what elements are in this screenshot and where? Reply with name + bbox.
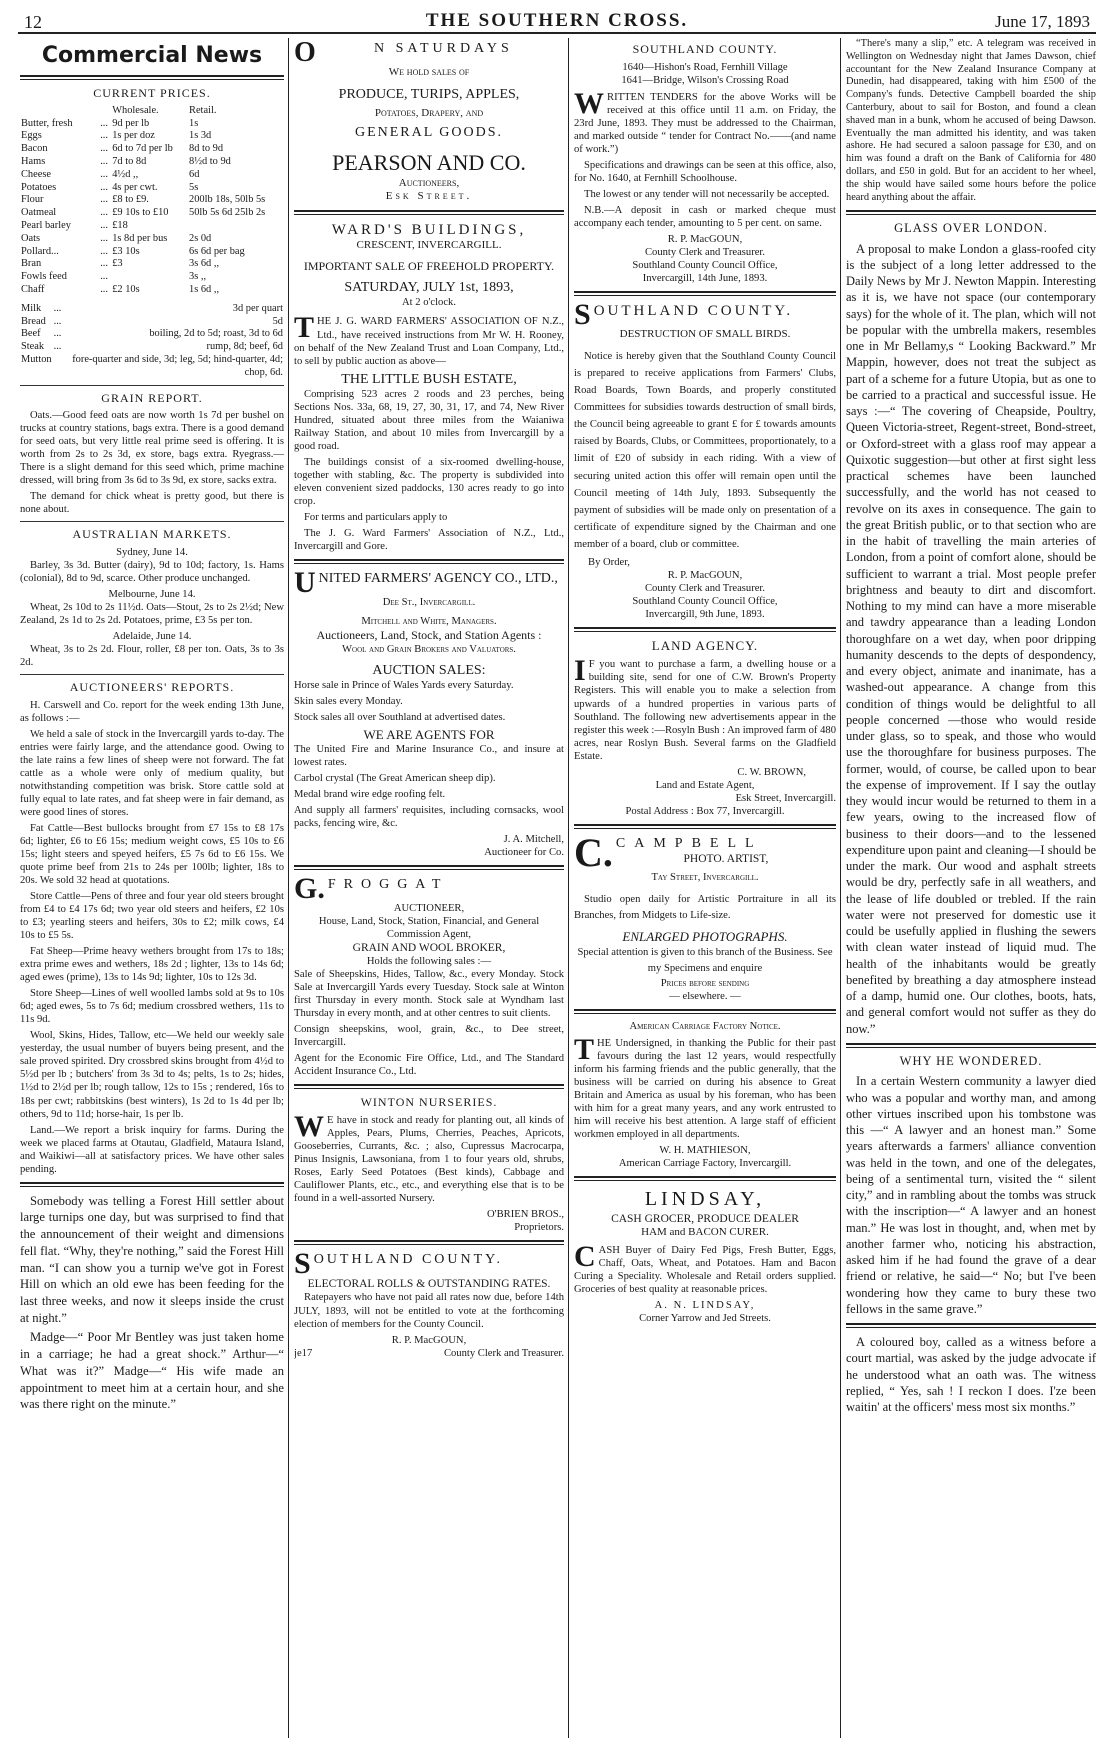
table-cell: Flour xyxy=(21,194,44,206)
divider xyxy=(20,75,284,80)
ad-line: Dee St., Invercargill. xyxy=(382,596,476,608)
table-cell: Bacon xyxy=(21,143,48,155)
drop-cap: C. xyxy=(574,829,613,875)
advert-tenders xyxy=(574,42,836,285)
advert-pearson xyxy=(294,40,564,204)
table-cell: 2s 0d xyxy=(189,232,212,244)
paragraph: In a certain Western community a lawyer died who was a popular and worthy man, and among other virtues inscribed upon his tombstone was this —“ A lawyer and an honest man.” Some years afterwards a farmers' alliance convention was held in the town, and one of the delegates, being of a sentimental turn, visited the “ silent city,” and in rambling about the tombs was struck with the inscription—“ A lawyer and an honest man.” He was lost in thought, and, when met by another farmer who, noticing his abstraction, asked him if he had found the grave of a dear friend or relative, he said—“ No; but I've been wondering how they came to bury these two fellows in the same grave.” xyxy=(846,1074,1096,1316)
signature: R. P. MacGOUN, xyxy=(667,570,743,582)
table-cell: ... xyxy=(100,130,108,142)
advert-united-farmers xyxy=(294,565,564,859)
column-2 xyxy=(294,38,564,1736)
table-row xyxy=(20,130,284,143)
paragraph: Studio open daily for Artistic Portraiture in all its Branches, from Midgets to Life-size. xyxy=(574,893,836,921)
table-cell: Oatmeal xyxy=(21,207,57,219)
divider xyxy=(574,1009,836,1014)
table-cell: ... xyxy=(100,143,108,155)
paragraph: ASH Buyer of Dairy Fed Pigs, Fresh Butter, Eggs, Chaff, Oats, Wheat, and Potatoes. Ham and Bacon Curing a Speciality. Wholesale and Retail orders supplied. Groceries of best quality at reasonable prices. xyxy=(574,1244,836,1295)
signature: County Clerk and Treasurer. xyxy=(644,246,766,258)
table-cell: £18 xyxy=(112,219,128,231)
advertiser-name: CAMPBELL xyxy=(615,835,763,851)
table-cell: Bran xyxy=(21,258,42,270)
drop-cap: W xyxy=(294,1110,324,1144)
paragraph: The J. G. Ward Farmers' Association of N.Z., Ltd., Invercargill and Gore. xyxy=(294,527,564,552)
table-cell: 4½d ,, xyxy=(112,168,139,180)
paragraph: Stock sales all over Southland at advertised dates. xyxy=(294,712,506,723)
table-cell: 1s xyxy=(189,117,199,129)
paragraph: The buildings consist of a six-roomed dwelling-house, together with stabling, &c. The property is subdivided into eleven convenient sized paddocks, 130 acres ready to go into crop. xyxy=(294,456,564,507)
advert-carriage xyxy=(574,1020,836,1170)
table-cell: 8d to 9d xyxy=(189,143,224,155)
masthead xyxy=(18,8,1096,34)
advert-campbell xyxy=(574,829,836,1004)
paragraph: And supply all farmers' requisites, including cornsacks, wool packs, fencing wire, &c. xyxy=(294,805,564,830)
drop-cap: G. xyxy=(294,872,325,906)
table-cell: ... xyxy=(100,232,108,244)
table-row xyxy=(20,118,284,131)
table-cell: ... xyxy=(100,181,108,193)
ad-line: IMPORTANT SALE OF FREEHOLD PROPERTY. xyxy=(303,258,555,273)
table-cell: 1s 6d ,, xyxy=(189,283,220,295)
paragraph: Store Cattle—Pens of three and four year old steers brought from £4 to £4 17s 6d; two year old steers and heifers, £2 10s to £3; yearling steers and heifers, 30s to £2; milk cows, £4 10s to £5 5s. xyxy=(20,891,284,942)
ad-line: PHOTO. ARTIST, xyxy=(683,852,769,865)
paragraph: Notice is hereby given that the Southland County Council is prepared to receive applications from Farmers' Clubs, Road Boards, Town Boards, and properly constituted Committees for subsidies towards destruction of small birds, the Council being agreeable to grant £ for £ towards amounts raised by Boards, Clubs, or Committees, proportionately, to a limit of £20 of subsidy in each riding. With a view of securing united action this offer will remain open until the Council meeting of 14th July, 1893. Subsequently the payment of subsidies will be made only on presentation of a certificate of expenditure signed by the Chairman and one member of a board, club or committee. xyxy=(574,350,836,551)
table-cell: boiling, 2d to 5d; roast, 3d to 6d xyxy=(149,328,283,340)
paragraph: The demand for chick wheat is pretty good, but there is none about. xyxy=(20,491,284,516)
ad-title: LAND AGENCY. xyxy=(651,638,759,654)
table-cell: 200lb 18s, 50lb 5s xyxy=(189,194,266,206)
drop-cap: T xyxy=(294,311,315,345)
newspaper-title: THE SOUTHERN CROSS. xyxy=(425,10,689,31)
table-cell xyxy=(53,354,63,380)
paragraph: A coloured boy, called as a witness before a court martial, was asked by the judge advocate if he understood what an oath was. The witness replied, “ Yes, sah ! I reckon I does. I'ze been waitin' at the officers' mess most six months.” xyxy=(846,1335,1096,1415)
table-cell: 3s 6d ,, xyxy=(189,258,220,270)
table-cell: 1s 3d xyxy=(189,130,212,142)
ad-line: Auctioneers, Land, Stock, and Station Agents : xyxy=(316,627,542,642)
advertiser-name: PEARSON AND CO. xyxy=(332,150,526,176)
table-cell: £3 xyxy=(112,258,123,270)
paragraph: “There's many a slip,” etc. A telegram was received in Wellington on Wednesday night that James Dawson, chief accountant for the New Zealand Insurance Company at Dunedin, had disappeared, taking with him £500 of the Company's funds. Detective Campbell boarded the ship Canterbury, about to sail for Boston, and found a clean shaved man in a bunk, whom he accused of being Dawson. Eventually the man admitted his identity, and was taken ashore. He had secured a saloon passage for £30, and on him was found a draft on the Bank of California for 480 dollars, and £50 in gold. But for an accident to her wheel, the ship would have sailed some hours before the police heard anything about the affair. xyxy=(846,38,1096,203)
divider xyxy=(574,824,836,829)
paragraph: N.B.—A deposit in cash or marked cheque must accompany each tender, amounting to 5 per cent. on same. xyxy=(574,204,836,229)
table-cell: Milk xyxy=(21,302,42,314)
paragraph: We held a sale of stock in the Invercargill yards to-day. The entries were fairly large, and the attendance good. Owing to the late rains a few lines of sheep were not forward. The fat cattle as a whole were only of medium quality, but notwithstanding competition was brisk. Store cattle sold at fully equal to late rates, and fat sheep were in fair demand, as were good lines of stores. xyxy=(20,729,284,819)
divider xyxy=(846,1043,1096,1048)
signature: Proprietors. xyxy=(514,1222,564,1234)
table-cell: 9d per lb xyxy=(112,117,150,129)
paragraph: Comprising 523 acres 2 roods and 23 perches, being Sections Nos. 33a, 68, 19, 27, 30, 31, 17, and 74, New River Hundred, situated about three miles from the Waianiwa Railway Station, and about 10 miles from Invercargill by a good road. xyxy=(294,388,564,452)
divider xyxy=(294,210,564,215)
table-cell: ... xyxy=(100,168,108,180)
table-cell: ... xyxy=(100,194,108,206)
table-cell: Oats xyxy=(21,232,41,244)
table-row xyxy=(20,271,284,284)
table-cell: Chaff xyxy=(21,283,45,295)
dateline: Sydney, June 14. xyxy=(116,547,188,559)
wholesale-header: Wholesale. xyxy=(112,104,159,116)
advert-electoral xyxy=(294,1247,564,1359)
divider xyxy=(294,1084,564,1089)
ad-line: Mitchell and White, Managers. xyxy=(361,615,497,627)
paragraph: Agent for the Economic Fire Office, Ltd., and The Standard Accident Insurance Co., Ltd. xyxy=(294,1053,564,1078)
table-cell: Hams xyxy=(21,155,46,167)
ad-line: PRODUCE, TURIPS, APPLES, xyxy=(338,86,520,102)
paragraph: Medal brand wire edge roofing felt. xyxy=(294,789,446,801)
paragraph: A proposal to make London a glass-roofed city is the subject of a long letter addressed to the Daily News by Mr J. Newton Mappin. Interesting as it is, we have not space (our contemporary says) for the whole of it. The plan, which will not be popular with the umbrella makers, resembles one in Mr Bellamy,s “ Looking Backward.” Mr Mappin, however, does not treat the subject as part of a scheme for a future Utopia, but as one to be carried to a practical and successful issue. He says :—“ The covering of Cheapside, Poultry, Queen Victoria-street, Regent-street, Bond-street, or Oxford-street with a glass roof may appear a Quixotic suggestion—but other at first sight less practical schemes have been launched successfully, and the world has not ceased to revolve on its axes in consequence. The gain to the great British public, or to that section who are in the habit of travelling the main arteries of London, from a point of comfort alone, should be sufficient to warrant a trial. Most people prefer brightness and beauty to dirt and discomfort. Nothing to my mind can have a more miserable and tawdry appearance than a leading London thoroughfare on a wet day, when poor dripping humanity descends to the depts of despondency, and every object, animate and inanimate, has a washed-out appearance. A change from this condition of things would be delightful to all people concerned —those who would reside under glass, so to speak, and those who would use the thoroughfare for business purposes. The former, would, of course, be called upon to bear the expense of improvement. If I say the outlay they would incur would be returned to them in a few years, owing to the increased flow of business to their doors—and to the lessened expenditure upon paint and cleaning—I should be under the mark. Our wood and asphalt streets would be dry, perfectly safe in all weathers, and the lease of life doubled or trebled. If the rain water were not preserved for domestic use it could be usefully applied in flushing the sewers with clean water instead of liquid mud. The health of the inhabitants would be greatly benefited by breathing a day atmosphere instead of a damp, humid one. Our clothes, boots, hats, and general comfort would not suffer as they do now.” xyxy=(846,241,1096,1036)
paragraph: Fat Sheep—Prime heavy wethers brought from 17s to 18s; extra prime ewes and wethers, 18s 2d ; lighter, 13s to 14s 6d; aged ewes (prime), 13s to 14s 9d; lighter, 10s to 12s 3d. xyxy=(20,946,284,984)
drop-cap: U xyxy=(294,565,316,599)
table-row xyxy=(20,194,284,207)
table-row xyxy=(20,156,284,169)
table-cell: Beef xyxy=(21,328,41,340)
signature: Southland County Council Office, xyxy=(632,596,778,608)
ad-line: GRAIN AND WOOL BROKER, xyxy=(352,942,506,955)
table-cell: ... xyxy=(53,315,62,327)
signature: J. A. Mitchell, xyxy=(503,834,564,846)
drop-cap: O xyxy=(294,38,320,68)
current-prices-heading: CURRENT PRICES. xyxy=(93,86,211,101)
signature: Southland County Council Office, xyxy=(632,259,778,271)
table-cell: 7d to 8d xyxy=(112,155,147,167)
page-number: 12 xyxy=(24,12,42,32)
ad-title: SOUTHLAND COUNTY. xyxy=(632,42,778,56)
divider xyxy=(20,674,284,675)
retail-header: Retail. xyxy=(189,104,217,116)
divider xyxy=(574,1176,836,1181)
table-row xyxy=(20,354,284,380)
ad-line: At 2 o'clock. xyxy=(402,297,456,309)
paragraph: Wheat, 3s to 2s 2d. Flour, roller, £8 per ton. Oats, 3s to 3s 2d. xyxy=(20,644,284,669)
signature: C. W. BROWN, xyxy=(737,766,806,778)
signature: By Order, xyxy=(588,557,630,569)
table-cell: ... xyxy=(100,155,108,167)
retail-table xyxy=(20,303,284,380)
ad-line: Potatoes, Drapery, and xyxy=(374,106,484,119)
ad-line: Esk Street. xyxy=(385,190,473,203)
table-row xyxy=(20,169,284,182)
column-1 xyxy=(20,38,284,1736)
paragraph: H. Carswell and Co. report for the week ending 13th June, as follows :— xyxy=(20,700,284,725)
signature: Esk Street, Invercargill. xyxy=(735,792,836,804)
table-cell: 3s ,, xyxy=(189,271,207,283)
dateline: Adelaide, June 14. xyxy=(112,631,192,643)
drop-cap: C xyxy=(574,1239,596,1273)
column-rule xyxy=(288,38,289,1738)
table-cell: 5s xyxy=(189,181,199,193)
advert-small-birds xyxy=(574,298,836,621)
ad-title: OUTHLAND COUNTY. xyxy=(593,303,794,319)
ad-line: DESTRUCTION OF SMALL BIRDS. xyxy=(619,328,791,340)
ad-line: THE LITTLE BUSH ESTATE, xyxy=(341,371,517,387)
table-cell: ... xyxy=(100,271,108,283)
signature: R. P. MacGOUN, xyxy=(391,1334,467,1346)
advert-froggat xyxy=(294,872,564,1078)
paragraph: HE Undersigned, in thanking the Public for their past favours during the last 12 years, would respectfully inform his farming friends and the public generally, that the business will be carried on during his absence to Great Britain and America as usual by his foreman, who has been with him for a great many years, and any work entrusted to him will receive his best attention. A large staff of efficient workmen employed in all departments. xyxy=(574,1038,836,1141)
table-row xyxy=(20,182,284,195)
table-cell: 1s per doz xyxy=(112,130,155,142)
table-cell: Cheese xyxy=(21,168,52,180)
ad-line: CASH GROCER, PRODUCE DEALER xyxy=(611,1213,799,1225)
ad-line: Wool and Grain Brokers and Valuators. xyxy=(342,643,516,655)
signature: O'BRIEN BROS., xyxy=(487,1209,564,1221)
table-cell: 3d per quart xyxy=(232,302,283,314)
signature: R. P. MacGOUN, xyxy=(667,233,743,245)
paragraph: Oats.—Good feed oats are now worth 1s 7d per bushel on trucks at country stations, bags extra. There is a good demand for seed oats, but very little real prime seed is offering. It is worth from 2s to 2s 3d, ex store, bags extra. Ryegrass.—There is a slight demand for this seed which, prime machine dressed, will bring from 3s 6d to 3s 9d, ex store, sacks extra. xyxy=(20,410,284,487)
table-cell: 1s 8d per bus xyxy=(112,232,168,244)
divider xyxy=(574,627,836,632)
table-row xyxy=(20,284,284,297)
paragraph: Barley, 3s 3d. Butter (dairy), 9d to 10d; factory, 1s. Hams (colonial), 8d to 9d, scarce. Other produce unchanged. xyxy=(20,560,284,585)
divider xyxy=(574,291,836,296)
paragraph: Wheat, 2s 10d to 2s 11½d. Oats—Stout, 2s to 2s 2½d; New Zealand, 2s 1d to 2s 2d. Potatoes, prime, £3 5s per ton. xyxy=(20,602,284,627)
ad-line: CRESCENT, INVERCARGILL. xyxy=(356,238,502,251)
advertiser-name: FROGGAT xyxy=(327,877,449,893)
table-cell: Bread xyxy=(21,315,46,327)
table-cell: ... xyxy=(100,207,108,219)
table-header xyxy=(20,105,284,118)
ad-line: 1640—Hishon's Road, Fernhill Village xyxy=(622,61,788,73)
column-3 xyxy=(574,38,836,1736)
table-cell: 6d xyxy=(189,168,200,180)
divider xyxy=(294,1240,564,1245)
table-cell: ... xyxy=(100,117,108,129)
wondered-heading: WHY HE WONDERED. xyxy=(899,1053,1043,1068)
signature: Postal Address : Box 77, Invercargill. xyxy=(625,805,785,817)
table-cell: Mutton xyxy=(21,353,52,365)
table-row xyxy=(20,246,284,259)
paragraph: Fat Cattle—Best bullocks brought from £7 15s to £8 17s 6d; lighter, £6 to £6 15s; medium weight cows, £5 10s to £6 15s; light steers and speyed heifers, £5 7s 6d to £6 15s. We quote prime beef from 21s to 24s per 100lb; lighter, 18s to 20s. We sold 32 head at quotations. xyxy=(20,823,284,887)
table-row xyxy=(20,207,284,220)
paragraph: Carbol crystal (The Great American sheep dip). xyxy=(294,773,496,785)
drop-cap: S xyxy=(294,1247,311,1281)
paragraph: For terms and particulars apply to xyxy=(304,511,448,523)
divider xyxy=(294,865,564,870)
ad-line: WE ARE AGENTS FOR xyxy=(363,727,495,743)
advertiser-name: LINDSAY, xyxy=(644,1188,766,1211)
column-rule xyxy=(568,38,569,1738)
signature: Invercargill, 9th June, 1893. xyxy=(645,609,765,621)
signature: W. H. MATHIESON, xyxy=(659,1145,751,1157)
table-cell: 6d to 7d per lb xyxy=(112,143,173,155)
drop-cap: S xyxy=(574,298,591,331)
advert-winton xyxy=(294,1095,564,1234)
table-cell: Butter, fresh xyxy=(21,117,73,129)
divider xyxy=(846,210,1096,215)
table-cell: 4s per cwt. xyxy=(112,181,158,193)
paragraph: HE J. G. WARD FARMERS' ASSOCIATION OF N.Z., Ltd., have received instructions from Mr W. H. Rooney, on behalf of the New Zealand Trust and Loan Company, Ltd., to sell by public auction as above— xyxy=(294,316,564,367)
divider xyxy=(20,521,284,522)
table-row xyxy=(20,258,284,271)
table-cell: ... xyxy=(53,302,62,314)
divider xyxy=(20,1182,284,1187)
ad-title: WINTON NURSERIES. xyxy=(360,1095,498,1110)
divider xyxy=(846,1323,1096,1328)
auctioneers-heading: AUCTIONEERS' REPORTS. xyxy=(69,680,235,695)
table-cell: fore-quarter and side, 3d; leg, 5d; hind-quarter, 4d; chop, 6d. xyxy=(72,353,283,378)
advert-lindsay xyxy=(574,1187,836,1324)
paragraph: Wool, Skins, Hides, Tallow, etc—We held our weekly sale yesterday, the usual number of buyers being present, and the sale proved spirited. Dry crossbred skins brought from 4½d to 5½d per lb ; butchers' from 3s 3d to 4s; pelts, 1s to 2s; hides, 1½d to 2½d per lb; rough tallow, 12s to 15s ; rendered, 16s to 18s per cwt; rabbitskins (best winters), 1s 2d to 1s 4d per lb; others, 9d to 11d; horse-hair, 1s per lb. xyxy=(20,1030,284,1120)
drop-cap: I xyxy=(574,654,586,688)
ad-line: AUCTIONEER, xyxy=(393,903,465,915)
table-cell: Fowls feed xyxy=(21,271,67,283)
table-cell: £3 10s xyxy=(112,245,140,257)
ad-title: WARD'S BUILDINGS, xyxy=(331,221,527,238)
australian-heading: AUSTRALIAN MARKETS. xyxy=(72,527,232,542)
paragraph: Specifications and drawings can be seen at this office, also, for No. 1640, at Fernhill Schoolhouse. xyxy=(574,159,836,184)
ad-line: GENERAL GOODS. xyxy=(354,125,504,141)
ad-line: 1641—Bridge, Wilson's Crossing Road xyxy=(621,74,789,86)
ad-title: NITED FARMERS' AGENCY CO., LTD., xyxy=(318,570,558,586)
table-row xyxy=(20,328,284,341)
signature: Land and Estate Agent, xyxy=(655,779,755,791)
table-cell: ... xyxy=(100,245,108,257)
paragraph: The lowest or any tender will not necessarily be accepted. xyxy=(584,188,830,200)
table-cell: £9 10s to £10 xyxy=(112,207,169,219)
table-cell: ... xyxy=(53,328,62,340)
table-cell: Pollard... xyxy=(21,245,59,257)
drop-cap: W xyxy=(574,86,604,120)
divider xyxy=(20,385,284,386)
glass-heading: GLASS OVER LONDON. xyxy=(894,221,1048,236)
paragraph: Skin sales every Monday. xyxy=(294,695,403,707)
table-row xyxy=(20,316,284,329)
table-cell: ... xyxy=(100,283,108,295)
column-4 xyxy=(846,38,1096,1736)
paragraph: The United Fire and Marine Insurance Co., and insure at lowest rates. xyxy=(294,744,564,769)
ad-line: AUCTION SALES: xyxy=(372,662,486,678)
signature: County Clerk and Treasurer. xyxy=(644,583,766,595)
paragraph: Consign sheepskins, wool, grain, &c., to Dee street, Invercargill. xyxy=(294,1024,564,1049)
table-cell: Eggs xyxy=(21,130,42,142)
table-cell: ... xyxy=(100,258,108,270)
ad-line: HAM and BACON CURER. xyxy=(641,1226,769,1239)
table-cell: 50lb 5s 6d 25lb 2s xyxy=(189,207,266,219)
paragraph: Sale of Sheepskins, Hides, Tallow, &c., every Monday. Stock Sale at Invercargill Yards every Tuesday. Stock sale at Winton first Thursday in every month. Stock sale at Wyndham last Thursday in every month, and at other centres to suit clients. xyxy=(294,969,564,1020)
table-cell: 5d xyxy=(272,315,283,327)
table-cell: Pearl barley xyxy=(21,219,71,231)
ad-line: Special attention is given to this branch of the Business. See my Specimens and enquire xyxy=(577,947,833,975)
paragraph: Ratepayers who have not paid all rates now due, before 14th JULY, 1893, will not be entitled to vote at the forthcoming election of members for the County Council. xyxy=(294,1292,564,1330)
ad-line: SATURDAY, JULY 1st, 1893, xyxy=(344,280,514,296)
ad-line: We hold sales of xyxy=(388,66,470,78)
table-cell: 8½d to 9d xyxy=(189,155,231,167)
dateline: Melbourne, June 14. xyxy=(108,589,196,601)
table-row xyxy=(20,220,284,233)
ad-line: Auctioneers, xyxy=(398,176,460,189)
ad-line: House, Land, Stock, Station, Financial, and General Commission Agent, xyxy=(318,916,540,941)
table-cell xyxy=(188,220,284,233)
table-cell: £2 10s xyxy=(112,283,140,295)
ad-title: American Carriage Factory Notice. xyxy=(629,1021,781,1033)
ad-line: Prices before sending xyxy=(660,978,750,990)
issue-date: June 17, 1893 xyxy=(995,12,1090,31)
table-row xyxy=(20,303,284,316)
signature: A. N. LINDSAY, xyxy=(654,1299,756,1311)
signature: County Clerk and Treasurer. xyxy=(443,1347,564,1359)
paragraph: RITTEN TENDERS for the above Works will be received at this office until 11 a.m. on Friday, the 23rd June, 1893. They must be addressed to the Chairman, and marked outside “ tender for Contract No.——(and name of work.”) xyxy=(574,91,836,155)
advert-land-agency xyxy=(574,638,836,817)
column-rule xyxy=(840,38,841,1738)
table-cell: ... xyxy=(53,341,62,353)
signature: Invercargill, 14th June, 1893. xyxy=(642,272,768,284)
ad-line: N SATURDAYS xyxy=(373,41,513,56)
paragraph: F you want to purchase a farm, a dwelling house or a building site, send for one of C.W. Brown's Property Registers. This will enable you to make a selection from upwards of a hundred properties in various parts of Southland. The following new advertisements appear in the register this week :—Rosyln Bush : An improved farm of 480 acres, near Roslyn Bush. Several farms on the Gladfield Estate. xyxy=(574,659,836,762)
price-table xyxy=(20,105,284,297)
ad-line: Tay Street, Invercargill. xyxy=(651,871,759,883)
ad-line: ENLARGED PHOTOGRAPHS. xyxy=(622,929,788,945)
ad-line: Holds the following sales :— xyxy=(366,956,492,968)
ad-line: ELECTORAL ROLLS & OUTSTANDING RATES. xyxy=(307,1278,551,1291)
section-title: Commercial News xyxy=(41,43,263,68)
paragraph: Somebody was telling a Forest Hill settler about large turnips one day, but was surprised to find that the announcement of their weight and dimensions fell flat. “Why, they're nothing,” said the Forest Hill man. “I can show you a turnip we've got in Forest Hill on which an old ewe has been feeding for the last three weeks, and now it sleeps inside the crust at night.” xyxy=(20,1193,284,1325)
paragraph: Land.—We report a brisk inquiry for farms. During the week we placed farms at Otautau, Gladfield, Mataura Island, and Waikiwi—all at satisfactory prices. We have other sales pending. xyxy=(20,1124,284,1175)
table-cell: Potatoes xyxy=(21,181,57,193)
ad-title: OUTHLAND COUNTY. xyxy=(313,1252,503,1268)
table-cell: Steak xyxy=(21,341,45,353)
drop-cap: T xyxy=(574,1033,595,1067)
advert-ward xyxy=(294,221,564,553)
signature: Corner Yarrow and Jed Streets. xyxy=(639,1312,771,1324)
signature: American Carriage Factory, Invercargill. xyxy=(618,1158,792,1170)
signature: Auctioneer for Co. xyxy=(484,847,564,859)
paragraph: E have in stock and ready for planting out, all kinds of Apples, Pears, Plums, Cherries, Peaches, Apricots, Gooseberries, Currants, &c. ; also, Cupressus Macrocarpa, Pinus Insignis, Lawsoniana, from 1 to four years old, shrubs, Roses, Early Seed Potatoes (Best kinds), Cabbage and Cauliflower Plants, etc., etc., and everything else that is to be found in a well-assorted Nursery. xyxy=(294,1115,564,1205)
table-cell: rump, 8d; beef, 6d xyxy=(206,341,283,353)
divider xyxy=(294,559,564,564)
table-cell: £8 to £9. xyxy=(112,194,149,206)
table-cell xyxy=(111,271,188,284)
table-cell: 6s 6d per bag xyxy=(189,245,245,257)
paragraph: Horse sale in Prince of Wales Yards every Saturday. xyxy=(294,679,514,691)
table-row xyxy=(20,143,284,156)
ad-line: — elsewhere. — xyxy=(669,991,741,1003)
table-row xyxy=(20,341,284,354)
table-row xyxy=(20,233,284,246)
table-cell: ... xyxy=(100,219,108,231)
paragraph: Madge—“ Poor Mr Bentley was just taken home in a carriage; he had a great shock.” Arthur—“ What was it?” Madge—“ His wife made an appointment to meet him at a certain hour, and she was there right on the minute.” xyxy=(20,1330,284,1412)
paragraph: Store Sheep—Lines of well woolled lambs sold at 9s to 10s 6d; aged ewes, 5s to 7s 6d; medium crossbred wethers, 11s to 11s 9d. xyxy=(20,988,284,1026)
reference-code: je17 xyxy=(294,1347,313,1359)
grain-report-heading: GRAIN REPORT. xyxy=(101,390,203,405)
